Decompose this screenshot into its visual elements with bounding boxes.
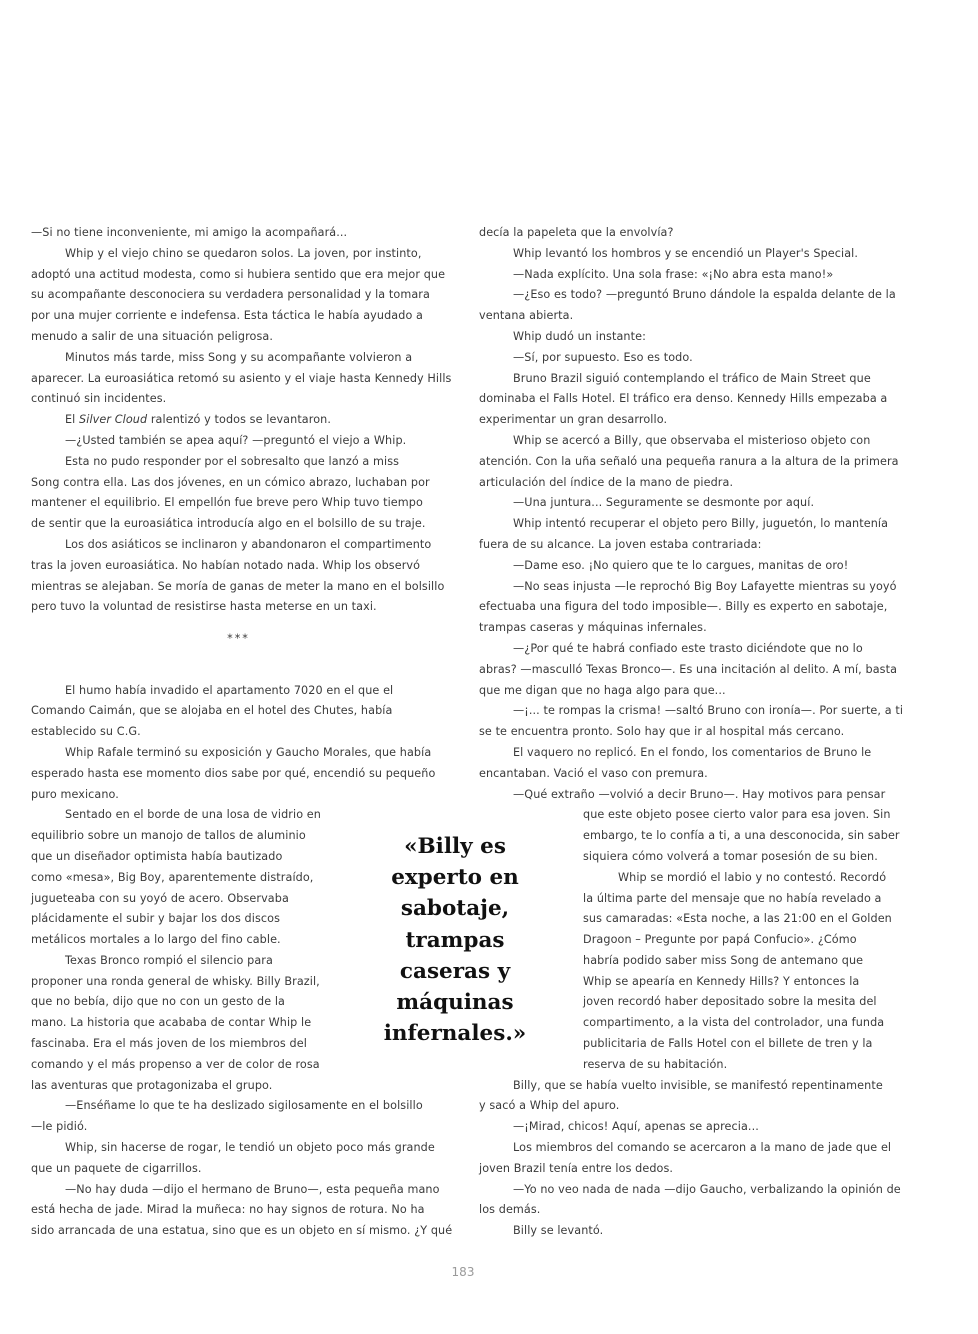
text-line: la última parte del mensaje que no había revelado a xyxy=(583,891,882,905)
text-line: El vaquero no replicó. En el fondo, los comentarios de Bruno le xyxy=(513,745,872,759)
text-line: habría podido saber miss Song de antemano que xyxy=(583,953,864,967)
text-line: —le pidió. xyxy=(31,1120,88,1134)
text-line: —Yo no veo nada de nada —dijo Gaucho, verbalizando la opinión de xyxy=(513,1182,901,1196)
text-line: Billy se levantó. xyxy=(513,1224,604,1238)
text-line: Minutos más tarde, miss Song y su acompañante volvieron a xyxy=(65,350,413,364)
text-line: como «mesa», Big Boy, aparentemente distraído, xyxy=(31,870,314,884)
text-line: dominaba el Falls Hotel. El tráfico era denso. Kennedy Hills empezaba a xyxy=(479,392,888,406)
text-line: Comando Caimán, que se alojaba en el hotel des Chutes, había xyxy=(31,704,393,718)
text-line: —Qué extraño —volvió a decir Bruno—. Hay motivos para pensar xyxy=(513,787,886,801)
text-line: —Nada explícito. Una sola frase: «¡No abra esta mano!» xyxy=(513,267,834,281)
text-line: Bruno Brazil siguió contemplando el tráfico de Main Street que xyxy=(513,371,871,385)
text-line: trampas caseras y máquinas infernales. xyxy=(479,621,707,635)
text-line: articulación del índice de la mano de piedra. xyxy=(479,475,734,489)
text-line: las aventuras que protagonizaba el grupo. xyxy=(31,1078,273,1092)
text-line: —No seas injusta —le reprochó Big Boy Lafayette mientras su yoyó xyxy=(513,579,897,593)
text-line: ventana abierta. xyxy=(479,309,574,323)
text-line: establecido su C.G. xyxy=(31,725,141,739)
text-line: Whip intentó recuperar el objeto pero Billy, juguetón, lo mantenía xyxy=(513,517,889,531)
text-line: joven Brazil tenía entre los dedos. xyxy=(479,1161,674,1175)
text-line: adoptó una actitud modesta, como si hubiera sentido que era mejor que xyxy=(31,267,446,281)
text-line: siquiera cómo volverá a tomar posesión de su bien. xyxy=(583,849,878,863)
left-text-column xyxy=(31,223,453,1242)
text-line: Whip se acercó a Billy, que observaba el misterioso objeto con xyxy=(513,433,871,447)
text-line: Los dos asiáticos se inclinaron y abandonaron el compartimento xyxy=(65,537,432,551)
text-line: Whip y el viejo chino se quedaron solos. La joven, por instinto, xyxy=(65,246,422,260)
text-line: puro mexicano. xyxy=(31,787,119,801)
text-line: —Dame eso. ¡No quiero que te lo cargues, manitas de oro! xyxy=(513,558,849,572)
text-line: atención. Con la uña señaló una pequeña ranura a la altura de la primera xyxy=(479,454,899,468)
text-line: aparecer. La euroasiática retomó su asiento y el viaje hasta Kennedy Hills xyxy=(31,371,452,385)
text-line: experimentar un gran desarrollo. xyxy=(479,413,668,427)
text-line: fuera de su alcance. La joven estaba contrariada: xyxy=(479,537,762,551)
pull-quote: «Billy es experto en sabotaje, trampas caseras y máquinas infernales.» xyxy=(383,834,527,1047)
text-line: se te encuentra pronto. Solo hay que ir al hospital más cercano. xyxy=(479,725,845,739)
text-line: efectuaba una figura del todo imposible—. Billy es experto en sabotaje, xyxy=(479,600,888,614)
text-line: joven recordó haber depositado sobre la mesita del xyxy=(583,995,877,1009)
text-line: —¿Eso es todo? —preguntó Bruno dándole la espalda delante de la xyxy=(513,288,896,302)
text-line: encantaban. Vació el vaso con premura. xyxy=(479,766,708,780)
text-line: —¿Usted también se apea aquí? —preguntó el viejo a Whip. xyxy=(65,433,407,447)
text-line: Esta no pudo responder por el sobresalto que lanzó a miss xyxy=(65,454,400,468)
text-line: Whip Rafale terminó su exposición y Gaucho Morales, que había xyxy=(65,745,432,759)
right-text-column xyxy=(479,223,904,1242)
blank-line xyxy=(31,660,446,681)
text-line: plácidamente el subir y bajar los dos discos xyxy=(31,912,280,926)
text-line: fascinaba. Era el más joven de los miembros del xyxy=(31,1037,307,1051)
text-line: tras la joven euroasiática. No habían notado nada. Whip los observó xyxy=(31,558,421,572)
text-line: —Sí, por supuesto. Eso es todo. xyxy=(513,350,693,364)
page-number: 183 xyxy=(451,1265,475,1279)
text-line: Whip dudó un instante: xyxy=(513,329,646,343)
text-line: los demás. xyxy=(479,1203,541,1217)
text-line: metálicos mortales a lo largo del fino cable. xyxy=(31,933,281,947)
text-line: —No hay duda —dijo el hermano de Bruno—, esta pequeña mano xyxy=(65,1182,440,1196)
text-line: comando y el más propenso a ver de color de rosa xyxy=(31,1057,320,1071)
text-line: que un paquete de cigarrillos. xyxy=(31,1161,202,1175)
text-line: está hecha de jade. Mirad la muñeca: no hay signos de rotura. No ha xyxy=(31,1203,425,1217)
text-line: jugueteaba con su yoyó de acero. Observaba xyxy=(31,891,289,905)
text-line: —¿Por qué te habrá confiado este trasto diciéndote que no lo xyxy=(513,641,863,655)
text-line: Texas Bronco rompió el silencio para xyxy=(65,953,273,967)
text-line: Song contra ella. Las dos jóvenes, en un cómico abrazo, luchaban por xyxy=(31,475,430,489)
text-line: su acompañante desconociera su verdadera personalidad y la tomara xyxy=(31,288,430,302)
text-line: —Si no tiene inconveniente, mi amigo la acompañará... xyxy=(31,226,348,239)
text-line: abras? —masculló Texas Bronco—. Es una incitación al delito. A mí, basta xyxy=(479,662,898,676)
text-line: Los miembros del comando se acercaron a la mano de jade que el xyxy=(513,1141,892,1155)
text-line: y sacó a Whip del apuro. xyxy=(479,1099,620,1113)
text-line: mantener el equilibrio. El empellón fue breve pero Whip tuvo tiempo xyxy=(31,496,423,510)
text-line: equilibrio sobre un manojo de tallos de aluminio xyxy=(31,829,306,843)
text-line: esperado hasta ese momento dios sabe por qué, encendió su pequeño xyxy=(31,766,436,780)
text-line: que este objeto posee cierto valor para esa joven. Sin xyxy=(583,808,891,822)
text-line: decía la papeleta que la envolvía? xyxy=(479,226,674,239)
text-line: continuó sin incidentes. xyxy=(31,392,167,406)
text-line: Sentado en el borde de una losa de vidrio en xyxy=(65,808,321,822)
text-line: sus camaradas: «Esta noche, a las 21:00 en el Golden xyxy=(583,912,892,926)
text-line xyxy=(31,410,446,431)
text-line: —¡Mirad, chicos! Aquí, apenas se aprecia... xyxy=(513,1120,759,1134)
text-line: Whip, sin hacerse de rogar, le tendió un objeto poco más grande xyxy=(65,1141,435,1155)
text-line: mano. La historia que acababa de contar Whip le xyxy=(31,1016,312,1030)
text-line: reserva de su habitación. xyxy=(583,1057,728,1071)
text-line: Whip se apearía en Kennedy Hills? Y entonces la xyxy=(583,974,860,988)
text-line: —Una juntura... Seguramente se desmonte por aquí. xyxy=(513,496,815,510)
text-line: mientras se alejaban. Se moría de ganas de meter la mano en el bolsillo xyxy=(31,579,445,593)
text-line: pero tuvo la voluntad de resistirse hasta meterse en un taxi. xyxy=(31,600,377,614)
text-line: menudo a salir de una situación peligrosa. xyxy=(31,329,274,343)
text-line: Billy, que se había vuelto invisible, se manifestó repentinamente xyxy=(513,1078,883,1092)
text-segment: El xyxy=(65,413,80,427)
section-separator: *** xyxy=(227,632,250,646)
text-line: embargo, te lo confía a ti, a una desconocida, sin saber xyxy=(583,829,900,843)
text-line: publicitaria de Falls Hotel con el billete de tren y la xyxy=(583,1037,873,1051)
text-line: compartimento, a la vista del controlador, una funda xyxy=(583,1016,885,1030)
text-line: Whip levantó los hombros y se encendió un Player's Special. xyxy=(513,246,859,260)
italic-title: Silver Cloud xyxy=(79,413,148,427)
text-line: El humo había invadido el apartamento 7020 en el que el xyxy=(65,683,394,697)
text-line: por una mujer corriente e indefensa. Esta táctica le había ayudado a xyxy=(31,309,424,323)
text-line: que me digan que no haga algo para que... xyxy=(479,683,726,697)
text-line: que no bebía, dijo que no con un gesto de la xyxy=(31,995,286,1009)
text-segment: ralentizó y todos se levantaron. xyxy=(147,413,332,427)
text-line: Whip se mordió el labio y no contestó. Recordó xyxy=(618,870,887,884)
text-line: proponer una ronda general de whisky. Billy Brazil, xyxy=(31,974,320,988)
text-line: Dragoon – Pregunte por papá Confucio». ¿Cómo xyxy=(583,933,857,947)
text-line: —¡... te rompas la crisma! —saltó Bruno con ironía—. Por suerte, a ti xyxy=(513,704,904,718)
text-line: sido arrancada de una estatua, sino que es un objeto en sí mismo. ¿Y qué xyxy=(31,1224,453,1238)
text-line: de sentir que la euroasiática introducía algo en el bolsillo de su traje. xyxy=(31,517,426,531)
text-line: que un diseñador optimista había bautizado xyxy=(31,849,283,863)
text-line: —Enséñame lo que te ha deslizado sigilosamente en el bolsillo xyxy=(65,1099,423,1113)
